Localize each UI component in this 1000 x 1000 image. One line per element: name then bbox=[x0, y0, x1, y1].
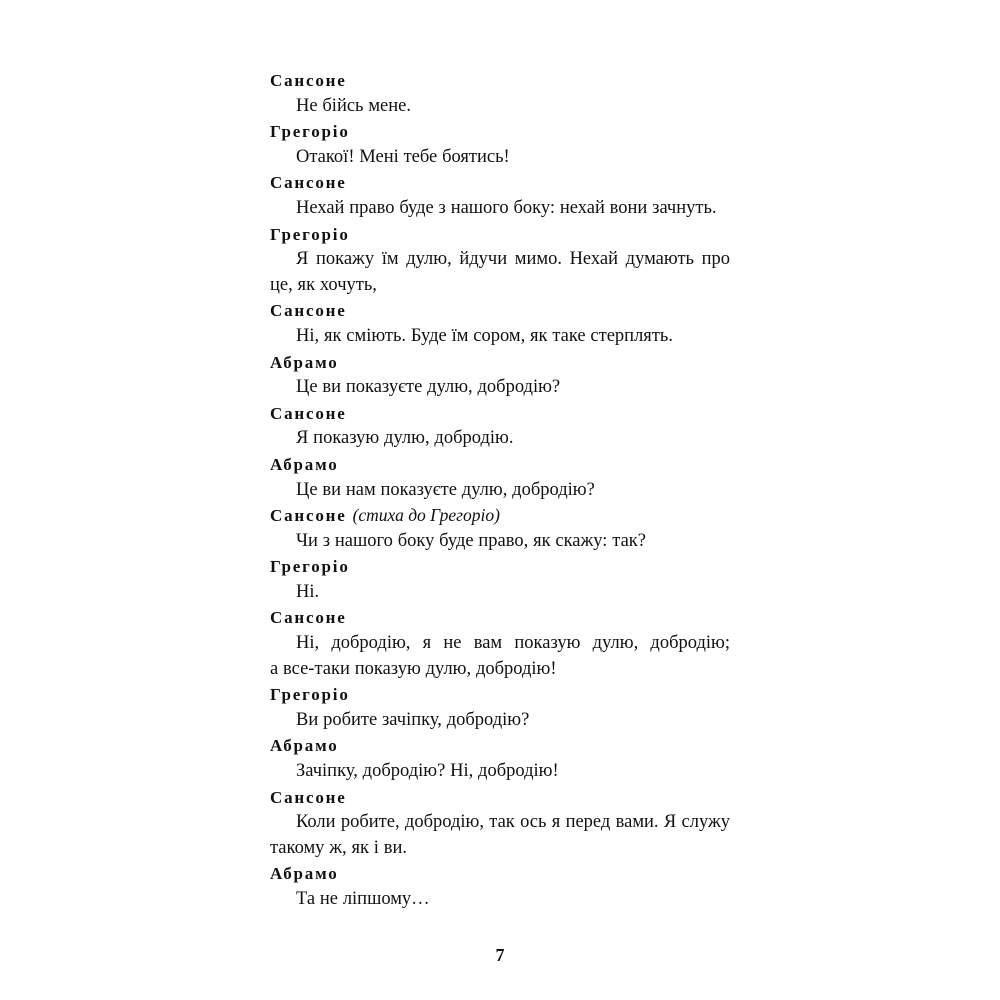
speech-line: Ні, як сміють. Буде їм сором, як таке стерплять. bbox=[296, 325, 673, 346]
speaker-name: Абрамо bbox=[270, 454, 339, 474]
speaker-line bbox=[270, 401, 730, 427]
dialogue-entry bbox=[270, 298, 730, 349]
dialogue-entry bbox=[270, 733, 730, 784]
dialogue-entry bbox=[270, 170, 730, 221]
speaker-name: Сансоне bbox=[270, 301, 347, 321]
dialogue-entry bbox=[270, 554, 730, 605]
speaker-name: Сансоне bbox=[270, 403, 347, 423]
speaker-line bbox=[270, 298, 730, 324]
speech-line: Ні, добродію, я не вам показую дулю, добродію; bbox=[296, 633, 730, 654]
speaker-name: Сансоне bbox=[270, 787, 347, 807]
speaker-name: Сансоне bbox=[270, 173, 347, 193]
speaker-name: Грегоріо bbox=[270, 685, 350, 705]
speech-line: Нехай право буде з нашого боку: нехай вони зачнуть. bbox=[296, 197, 717, 218]
speech-line: Ви робите зачіпку, добродію? bbox=[296, 709, 530, 730]
dialogue-entry bbox=[270, 222, 730, 299]
speech-line: Не бійсь мене. bbox=[296, 95, 411, 116]
speech-text bbox=[270, 529, 730, 555]
speaker-name: Абрамо bbox=[270, 864, 339, 884]
speech-line: Та не ліпшому… bbox=[296, 889, 430, 909]
speaker-name: Сансоне bbox=[270, 71, 347, 90]
speech-line: Я покажу їм дулю, йдучи мимо. Нехай думають про bbox=[296, 249, 730, 270]
speaker-line bbox=[270, 785, 730, 811]
dialogue-entry bbox=[270, 861, 730, 912]
speech-text bbox=[270, 375, 730, 401]
speaker-line bbox=[270, 861, 730, 887]
dialogue-entry bbox=[270, 605, 730, 682]
speaker-name: Сансоне bbox=[270, 608, 347, 628]
speaker-name: Грегоріо bbox=[270, 224, 350, 244]
speech-line: Зачіпку, добродію? Ні, добродію! bbox=[296, 761, 559, 782]
page-number: 7 bbox=[495, 945, 505, 965]
speaker-name: Абрамо bbox=[270, 736, 339, 756]
speech-text bbox=[270, 196, 730, 222]
speech-text bbox=[270, 247, 730, 298]
speech-text bbox=[270, 887, 730, 913]
dialogue-entry bbox=[270, 682, 730, 733]
speaker-line bbox=[270, 733, 730, 759]
dialogue-entry bbox=[270, 350, 730, 401]
speech-text bbox=[270, 759, 730, 785]
speaker-line bbox=[270, 605, 730, 631]
speaker-name: Абрамо bbox=[270, 352, 339, 372]
speaker-line bbox=[270, 119, 730, 145]
speaker-name: Сансоне bbox=[270, 506, 347, 526]
speaker-name: Грегоріо bbox=[270, 557, 350, 577]
dialogue-entry bbox=[270, 401, 730, 452]
speech-text bbox=[270, 94, 730, 120]
speech-text bbox=[270, 631, 730, 682]
speaker-line bbox=[270, 68, 730, 94]
speech-line: це, як хочуть, bbox=[270, 274, 377, 295]
dialogue-entry bbox=[270, 68, 730, 119]
speaker-line bbox=[270, 503, 730, 529]
speech-line: Це ви показуєте дулю, добродію? bbox=[296, 377, 561, 398]
speaker-line bbox=[270, 452, 730, 478]
speech-line: Чи з нашого боку буде право, як скажу: так? bbox=[296, 530, 646, 551]
speech-text bbox=[270, 426, 730, 452]
speaker-line bbox=[270, 682, 730, 708]
speech-line: такому ж, як і ви. bbox=[270, 837, 408, 858]
dialogue-entry bbox=[270, 503, 730, 554]
dialogue-entry bbox=[270, 785, 730, 862]
speech-line: Отакої! Мені тебе боятись! bbox=[296, 146, 510, 167]
play-page bbox=[270, 68, 730, 913]
speech-text bbox=[270, 478, 730, 504]
speaker-line bbox=[270, 554, 730, 580]
speaker-line bbox=[270, 170, 730, 196]
dialogue-entry bbox=[270, 119, 730, 170]
speech-line: Коли робите, добродію, так ось я перед вами. Я служу bbox=[296, 812, 730, 833]
speech-text bbox=[270, 580, 730, 606]
speech-line: Ні. bbox=[296, 581, 320, 602]
speaker-line bbox=[270, 350, 730, 376]
speech-line: Я показую дулю, добродію. bbox=[296, 428, 514, 449]
speaker-line bbox=[270, 222, 730, 248]
speech-text bbox=[270, 708, 730, 734]
speech-line: Це ви нам показуєте дулю, добродію? bbox=[296, 479, 595, 500]
speech-text bbox=[270, 145, 730, 171]
speech-text bbox=[270, 324, 730, 350]
dialogue-entry bbox=[270, 452, 730, 503]
speech-text bbox=[270, 810, 730, 861]
speech-line: а все-таки показую дулю, добродію! bbox=[270, 658, 557, 679]
stage-direction: (стиха до Грегоріо) bbox=[352, 505, 500, 526]
speaker-name: Грегоріо bbox=[270, 122, 350, 142]
